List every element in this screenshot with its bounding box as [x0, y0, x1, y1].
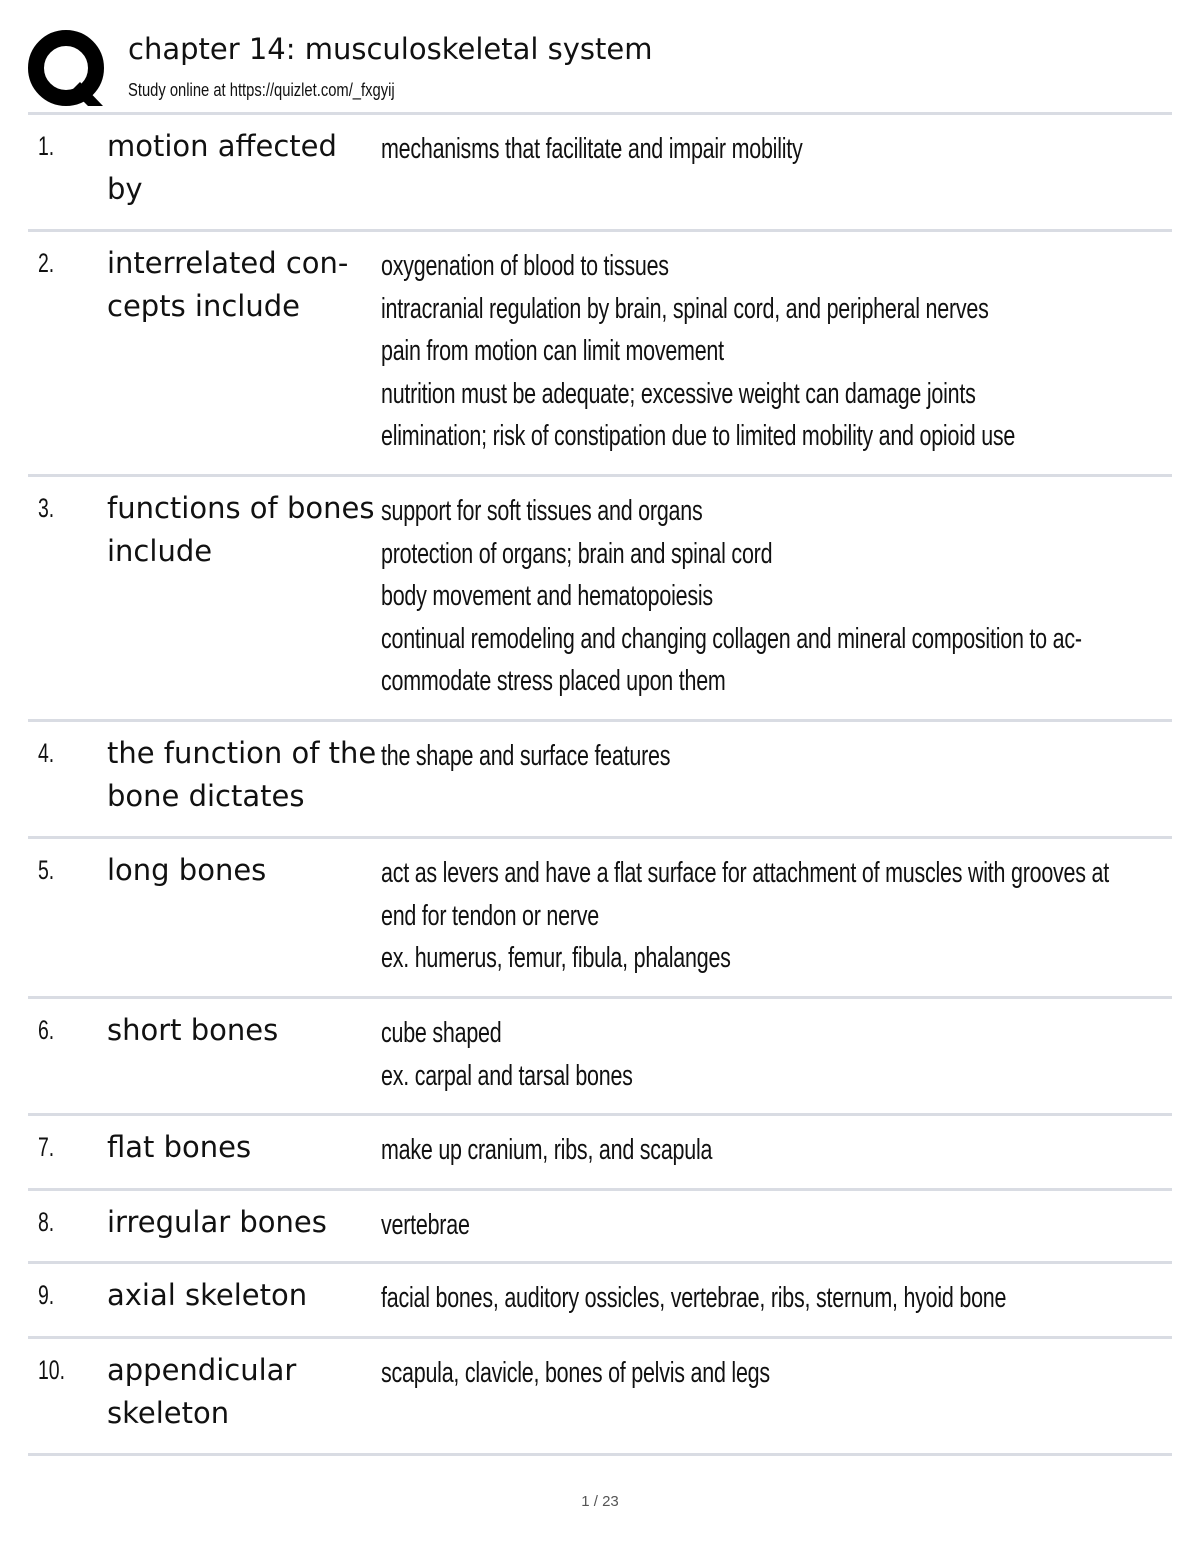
definition-line: ex. humerus, femur, fibula, phalanges: [381, 942, 731, 974]
flashcard-row: [28, 839, 1172, 999]
definition-line: end for tendon or nerve: [381, 899, 599, 932]
card-number: 2.: [38, 248, 55, 278]
card-number: 9.: [38, 1280, 55, 1310]
flashcard-row: [28, 477, 1172, 722]
page-header: [28, 28, 1172, 112]
flashcard-row: [28, 1339, 1172, 1456]
definition-line: facial bones, auditory ossicles, vertebrae, ribs, sternum, hyoid bone: [381, 1282, 1007, 1314]
definition-line: continual remodeling and changing collagen and mineral composition to ac-: [381, 622, 1082, 655]
quizlet-logo-icon: [28, 30, 108, 110]
card-number: 1.: [38, 131, 55, 161]
flashcard-row: [28, 1264, 1172, 1339]
definition-line: pain from motion can limit movement: [381, 335, 724, 367]
definition-line: scapula, clavicle, bones of pelvis and legs: [381, 1357, 770, 1389]
card-number: 3.: [38, 493, 55, 523]
flashcard-row: [28, 232, 1172, 477]
card-term: long bones: [107, 853, 267, 887]
card-term: short bones: [107, 1013, 279, 1047]
card-definition: [381, 490, 1128, 703]
page-title: chapter 14: musculoskeletal system: [128, 32, 653, 66]
card-number: 8.: [38, 1207, 55, 1237]
definition-line: intracranial regulation by brain, spinal cord, and peripheral nerves: [381, 292, 989, 325]
card-term: irregular bones: [107, 1205, 327, 1239]
card-number: 10.: [38, 1355, 66, 1385]
flashcard-row: [28, 1116, 1172, 1191]
card-definition: [381, 128, 1128, 171]
card-term: axial skeleton: [107, 1278, 308, 1312]
flashcard-row: [28, 1191, 1172, 1264]
card-number: 5.: [38, 855, 55, 885]
card-definition: [381, 245, 1128, 458]
definition-line: elimination; risk of constipation due to limited mobility and opioid use: [381, 420, 1016, 452]
definition-line: body movement and hematopoiesis: [381, 580, 713, 612]
definition-line: support for soft tissues and organs: [381, 495, 703, 527]
definition-line: protection of organs; brain and spinal cord: [381, 537, 773, 570]
definition-line: cube shaped: [381, 1017, 502, 1049]
definition-line: oxygenation of blood to tissues: [381, 250, 669, 282]
card-definition: [381, 735, 1128, 778]
card-term: functions of bones include: [107, 491, 375, 568]
study-online-link[interactable]: Study online at https://quizlet.com/_fxgyij: [128, 80, 395, 100]
card-term: interrelated con- cepts include: [107, 246, 349, 323]
definition-line: make up cranium, ribs, and scapula: [381, 1134, 713, 1166]
card-definition: [381, 1129, 1128, 1172]
page-number: 1 / 23: [581, 1493, 619, 1510]
definition-line: vertebrae: [381, 1209, 470, 1241]
definition-line: ex. carpal and tarsal bones: [381, 1059, 633, 1092]
card-definition: [381, 1277, 1128, 1320]
definition-line: mechanisms that facilitate and impair mobility: [381, 133, 803, 165]
card-definition: [381, 1352, 1128, 1395]
flashcard-list: [28, 115, 1172, 1456]
flashcard-row: [28, 115, 1172, 232]
card-number: 6.: [38, 1015, 55, 1045]
definition-line: act as levers and have a flat surface for attachment of muscles with grooves at: [381, 857, 1109, 889]
card-definition: [381, 852, 1128, 980]
card-number: 4.: [38, 738, 55, 768]
card-term: the function of the bone dictates: [107, 736, 377, 813]
flashcard-row: [28, 722, 1172, 839]
card-definition: [381, 1012, 1128, 1097]
card-number: 7.: [38, 1132, 55, 1162]
definition-line: the shape and surface features: [381, 740, 671, 772]
card-definition: [381, 1204, 1128, 1247]
card-term: appendicular skeleton: [107, 1353, 297, 1430]
card-term: motion affected by: [107, 129, 337, 206]
definition-line: nutrition must be adequate; excessive weight can damage joints: [381, 377, 976, 410]
flashcard-row: [28, 999, 1172, 1116]
definition-line: commodate stress placed upon them: [381, 665, 726, 697]
card-term: flat bones: [107, 1130, 252, 1164]
